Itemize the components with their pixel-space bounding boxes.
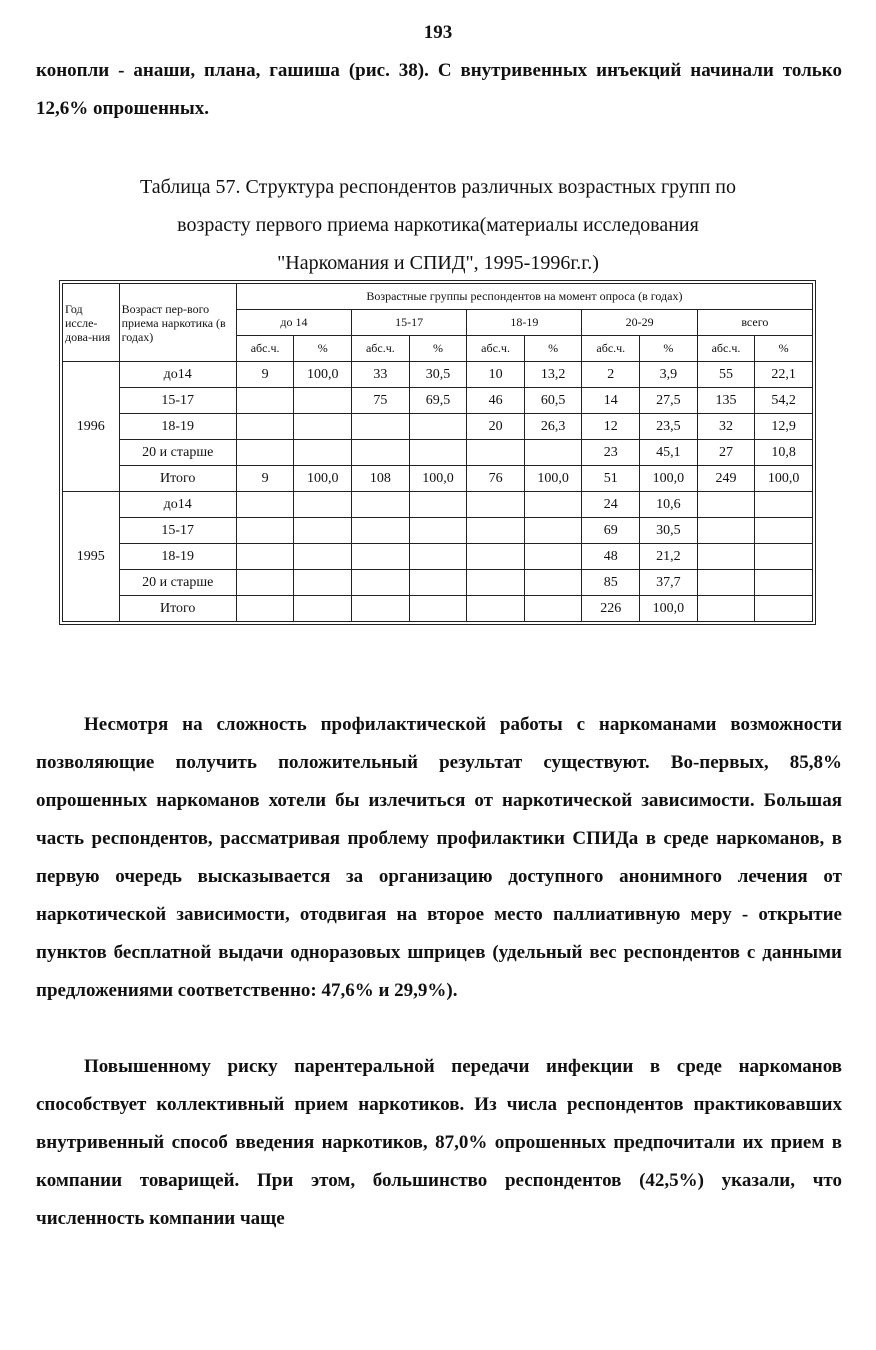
table-cell: 26,3 xyxy=(524,414,582,440)
table-body xyxy=(63,362,813,622)
table-cell xyxy=(755,570,813,596)
table-cell: 10 xyxy=(467,362,525,388)
table-row xyxy=(63,362,813,388)
table-cell: 100,0 xyxy=(524,466,582,492)
table-cell xyxy=(697,570,755,596)
table-row xyxy=(63,518,813,544)
table-cell: 10,8 xyxy=(755,440,813,466)
table-cell: 3,9 xyxy=(640,362,698,388)
header-unit-abs: абс.ч. xyxy=(697,336,755,362)
table-cell xyxy=(755,596,813,622)
header-unit-pct: % xyxy=(640,336,698,362)
table-cell xyxy=(294,570,352,596)
table-cell xyxy=(294,518,352,544)
table-row xyxy=(63,570,813,596)
table-cell: 27,5 xyxy=(640,388,698,414)
table-cell xyxy=(294,440,352,466)
table-row xyxy=(63,466,813,492)
table-cell xyxy=(524,518,582,544)
header-unit-abs: абс.ч. xyxy=(467,336,525,362)
table-row xyxy=(63,544,813,570)
header-year: Год иссле-дова-ния xyxy=(63,284,120,362)
table-cell xyxy=(697,518,755,544)
header-unit-pct: % xyxy=(294,336,352,362)
table-cell: 48 xyxy=(582,544,640,570)
table-cell: 55 xyxy=(697,362,755,388)
table-cell: 69 xyxy=(582,518,640,544)
table-caption xyxy=(60,168,816,282)
year-cell: 1995 xyxy=(63,492,120,622)
table-cell xyxy=(755,492,813,518)
table-cell: 21,2 xyxy=(640,544,698,570)
table-cell xyxy=(467,492,525,518)
table-cell: 69,5 xyxy=(409,388,467,414)
table-cell xyxy=(352,570,410,596)
table-cell: 85 xyxy=(582,570,640,596)
table-cell: 32 xyxy=(697,414,755,440)
table-cell: 100,0 xyxy=(640,596,698,622)
table-cell: 9 xyxy=(236,466,294,492)
table-cell xyxy=(467,570,525,596)
table-cell: 54,2 xyxy=(755,388,813,414)
table-cell: 100,0 xyxy=(294,362,352,388)
table-cell: 27 xyxy=(697,440,755,466)
table-cell: 23,5 xyxy=(640,414,698,440)
header-group: до 14 xyxy=(236,310,351,336)
table-cell xyxy=(294,596,352,622)
table-cell xyxy=(236,544,294,570)
header-group: 15-17 xyxy=(352,310,467,336)
table-cell xyxy=(352,492,410,518)
header-group: всего xyxy=(697,310,812,336)
table-cell xyxy=(524,570,582,596)
header-unit-pct: % xyxy=(755,336,813,362)
caption-line-3: "Наркомания и СПИД", 1995-1996г.г.) xyxy=(277,252,599,274)
table-cell xyxy=(294,414,352,440)
row-label: до14 xyxy=(119,492,236,518)
table-cell xyxy=(294,388,352,414)
table-cell xyxy=(409,414,467,440)
table-cell xyxy=(524,492,582,518)
table-cell: 13,2 xyxy=(524,362,582,388)
table-cell: 60,5 xyxy=(524,388,582,414)
row-label: 18-19 xyxy=(119,414,236,440)
body-paragraph-3: Повышенному риску парентеральной передачи инфекции в среде наркоманов способствует коллективный прием наркотиков. Из числа респондентов практиковавших внутривенный способ введения наркотиков, 87,0% опрошенных предпочитали их прием в компании товарищей. При этом, большинство респондентов (42,5%) указали, что численность компании чаще xyxy=(36,1056,842,1229)
table-cell xyxy=(697,596,755,622)
table-cell xyxy=(352,596,410,622)
table-cell xyxy=(467,596,525,622)
table-cell xyxy=(352,518,410,544)
header-first-use-age: Возраст пер-вого приема наркотика (в годах) xyxy=(119,284,236,362)
header-group: 20-29 xyxy=(582,310,697,336)
table-cell: 20 xyxy=(467,414,525,440)
row-label: Итого xyxy=(119,596,236,622)
table-row xyxy=(63,492,813,518)
table-cell: 23 xyxy=(582,440,640,466)
header-unit-pct: % xyxy=(524,336,582,362)
row-label: 15-17 xyxy=(119,388,236,414)
table-cell: 226 xyxy=(582,596,640,622)
table-cell: 14 xyxy=(582,388,640,414)
table-cell xyxy=(236,388,294,414)
header-unit-pct: % xyxy=(409,336,467,362)
table-cell xyxy=(755,544,813,570)
table-cell xyxy=(409,596,467,622)
table-cell xyxy=(467,440,525,466)
table-cell xyxy=(409,492,467,518)
table-cell: 76 xyxy=(467,466,525,492)
table-cell: 51 xyxy=(582,466,640,492)
table-cell: 30,5 xyxy=(640,518,698,544)
caption-line-2: возрасту первого приема наркотика(материалы исследования xyxy=(177,214,699,236)
table-cell: 12 xyxy=(582,414,640,440)
table-cell: 135 xyxy=(697,388,755,414)
table-cell xyxy=(236,570,294,596)
page-number: 193 xyxy=(423,22,453,43)
table-row xyxy=(63,596,813,622)
table-cell: 12,9 xyxy=(755,414,813,440)
row-label: 15-17 xyxy=(119,518,236,544)
table-cell: 45,1 xyxy=(640,440,698,466)
table-cell: 100,0 xyxy=(294,466,352,492)
table-cell: 22,1 xyxy=(755,362,813,388)
row-label: 20 и старше xyxy=(119,570,236,596)
header-group: 18-19 xyxy=(467,310,582,336)
data-table xyxy=(62,283,813,622)
table-cell xyxy=(352,414,410,440)
table-cell xyxy=(294,492,352,518)
row-label: Итого xyxy=(119,466,236,492)
intro-paragraph: конопли - анаши, плана, гашиша (рис. 38). С внутривенных инъекций начинали только 12,6% опрошенных. xyxy=(36,60,842,119)
table-cell: 33 xyxy=(352,362,410,388)
table-cell: 100,0 xyxy=(755,466,813,492)
table-cell xyxy=(409,518,467,544)
header-unit-abs: абс.ч. xyxy=(352,336,410,362)
table-header xyxy=(63,284,813,362)
table-cell xyxy=(294,544,352,570)
row-label: до14 xyxy=(119,362,236,388)
header-age-groups: Возрастные группы респондентов на момент опроса (в годах) xyxy=(236,284,812,310)
table-cell xyxy=(352,440,410,466)
table-cell: 37,7 xyxy=(640,570,698,596)
table-row xyxy=(63,388,813,414)
table-cell: 46 xyxy=(467,388,525,414)
table-cell xyxy=(467,518,525,544)
table-cell xyxy=(236,440,294,466)
table-cell: 9 xyxy=(236,362,294,388)
table-cell xyxy=(524,544,582,570)
table-cell: 75 xyxy=(352,388,410,414)
table-cell xyxy=(409,544,467,570)
table-cell xyxy=(236,518,294,544)
table-cell: 30,5 xyxy=(409,362,467,388)
table-cell xyxy=(524,596,582,622)
table-cell: 100,0 xyxy=(640,466,698,492)
table-cell: 108 xyxy=(352,466,410,492)
table-cell xyxy=(236,596,294,622)
row-label: 20 и старше xyxy=(119,440,236,466)
table-cell xyxy=(236,492,294,518)
table-row xyxy=(63,440,813,466)
table-row xyxy=(63,414,813,440)
row-label: 18-19 xyxy=(119,544,236,570)
table-cell xyxy=(236,414,294,440)
table-cell xyxy=(524,440,582,466)
year-cell: 1996 xyxy=(63,362,120,492)
table-cell: 24 xyxy=(582,492,640,518)
body-paragraph-2: Несмотря на сложность профилактической работы с наркоманами возможности позволяющие получить положительный результат существуют. Во-первых, 85,8% опрошенных наркоманов хотели бы излечиться от наркотической зависимости. Большая часть респондентов, рассматривая проблему профилактики СПИДа в среде наркоманов, в первую очередь высказывается за организацию доступного анонимного лечения от наркотической зависимости, отодвигая на второе место паллиативную меру - открытие пунктов бесплатной выдачи одноразовых шприцев (удельный вес респондентов с данными предложениями соответственно: 47,6% и 29,9%). xyxy=(36,714,842,1001)
table-cell: 100,0 xyxy=(409,466,467,492)
table-cell: 249 xyxy=(697,466,755,492)
caption-line-1: Таблица 57. Структура респондентов различных возрастных групп по xyxy=(139,176,737,198)
table-cell xyxy=(352,544,410,570)
table-cell xyxy=(755,518,813,544)
table-cell xyxy=(697,492,755,518)
table-frame xyxy=(59,280,816,625)
table-cell xyxy=(409,570,467,596)
header-unit-abs: абс.ч. xyxy=(582,336,640,362)
header-unit-abs: абс.ч. xyxy=(236,336,294,362)
table-cell: 2 xyxy=(582,362,640,388)
table-cell xyxy=(467,544,525,570)
table-cell xyxy=(409,440,467,466)
table-cell: 10,6 xyxy=(640,492,698,518)
table-cell xyxy=(697,544,755,570)
